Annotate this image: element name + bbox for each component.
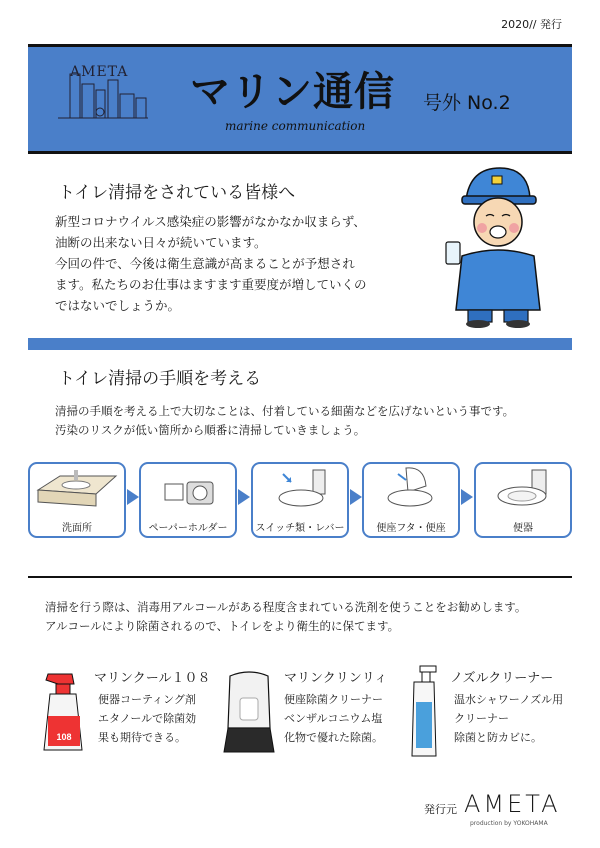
greeting-paragraph <box>55 211 405 316</box>
step-label: 洗面所 <box>62 523 92 534</box>
dispenser-image <box>220 668 278 756</box>
product-description-line: 除菌と防カビに。 <box>454 731 542 744</box>
paragraph-line: アルコールにより除菌されるので、トイレをより衛生的に保てます。 <box>45 619 400 633</box>
product-name: マリンクリンリィ <box>284 671 388 686</box>
step-arrow-icon <box>127 489 139 505</box>
publisher-label: 発行元 <box>424 803 457 816</box>
step-label: ペーパーホルダー <box>148 523 228 534</box>
procedure-paragraph <box>55 402 575 440</box>
newsletter-subtitle: marine communication <box>225 119 366 133</box>
product-description-line: ベンザルコニウム塩 <box>284 712 383 725</box>
newsletter-title: マリン通信 <box>190 69 395 115</box>
step-arrow-icon <box>350 489 362 505</box>
toilet-seat-icon <box>364 464 458 516</box>
paragraph-line: 新型コロナウイルス感染症の影響がなかなか収まらず、 <box>55 214 366 229</box>
sink-icon <box>30 464 124 516</box>
paragraph-line: 油断の出来ない日々が続いています。 <box>55 235 267 250</box>
product-description <box>284 690 383 747</box>
product-description <box>98 690 196 747</box>
product-description-line: 温水シャワーノズル用 <box>454 693 564 706</box>
toilet-bowl-icon <box>476 464 570 516</box>
pump-bottle-image <box>404 664 444 760</box>
cleaning-advice-paragraph <box>45 598 565 636</box>
product-description-line: 化物で優れた除菌。 <box>284 731 383 744</box>
paragraph-line: 清掃の手順を考える上で大切なことは、付着している細菌などを広げないという事です。 <box>55 404 515 418</box>
special-edition-number: 号外 No.2 <box>423 92 511 114</box>
product-description-line: 果も期待できる。 <box>98 731 186 744</box>
toilet-switch-icon <box>253 464 347 516</box>
paper-holder-icon <box>141 464 235 516</box>
product-description-line: 便器コーティング剤 <box>98 693 196 706</box>
product-description-line: 便座除菌クリーナー <box>284 693 383 706</box>
product-name: マリンクール１０８ <box>94 671 211 686</box>
bottle-label-number: 108 <box>56 732 72 742</box>
ameta-logo-text: AMETA <box>70 64 129 80</box>
step-label: 便座フタ・便座 <box>376 523 446 534</box>
paragraph-line: ではないでしょうか。 <box>55 298 181 313</box>
paragraph-line: 清掃を行う際は、消毒用アルコールがある程度含まれている洗剤を使うことをお勧めします。 <box>45 600 527 614</box>
product-description-line: クリーナー <box>454 712 509 725</box>
product-description <box>454 690 563 747</box>
step-label: 便器 <box>513 523 533 534</box>
section-divider <box>28 576 572 578</box>
paragraph-line: 今回の件で、今後は衛生意識が高まることが予想され <box>55 256 355 271</box>
issue-date: 2020// 発行 <box>501 18 562 31</box>
product-description-line: エタノールで除菌効 <box>98 712 197 725</box>
spray-bottle-image <box>38 668 88 754</box>
worker-illustration <box>438 160 558 330</box>
publisher-logo: AMETA <box>464 790 561 818</box>
paragraph-line: 汚染のリスクが低い箇所から順番に清掃していきましょう。 <box>55 423 366 437</box>
product-name: ノズルクリーナー <box>450 671 554 686</box>
step-arrow-icon <box>238 489 250 505</box>
section-heading-greeting: トイレ清掃をされている皆様へ <box>58 183 296 203</box>
paragraph-line: ます。私たちのお仕事はますます重要度が増していくの <box>55 277 367 292</box>
publisher-subtext: production by YOKOHAMA <box>470 820 548 827</box>
step-arrow-icon <box>461 489 473 505</box>
section-divider <box>28 338 572 350</box>
section-heading-procedure: トイレ清掃の手順を考える <box>58 369 262 389</box>
step-label: スイッチ類・レバー <box>255 523 345 534</box>
